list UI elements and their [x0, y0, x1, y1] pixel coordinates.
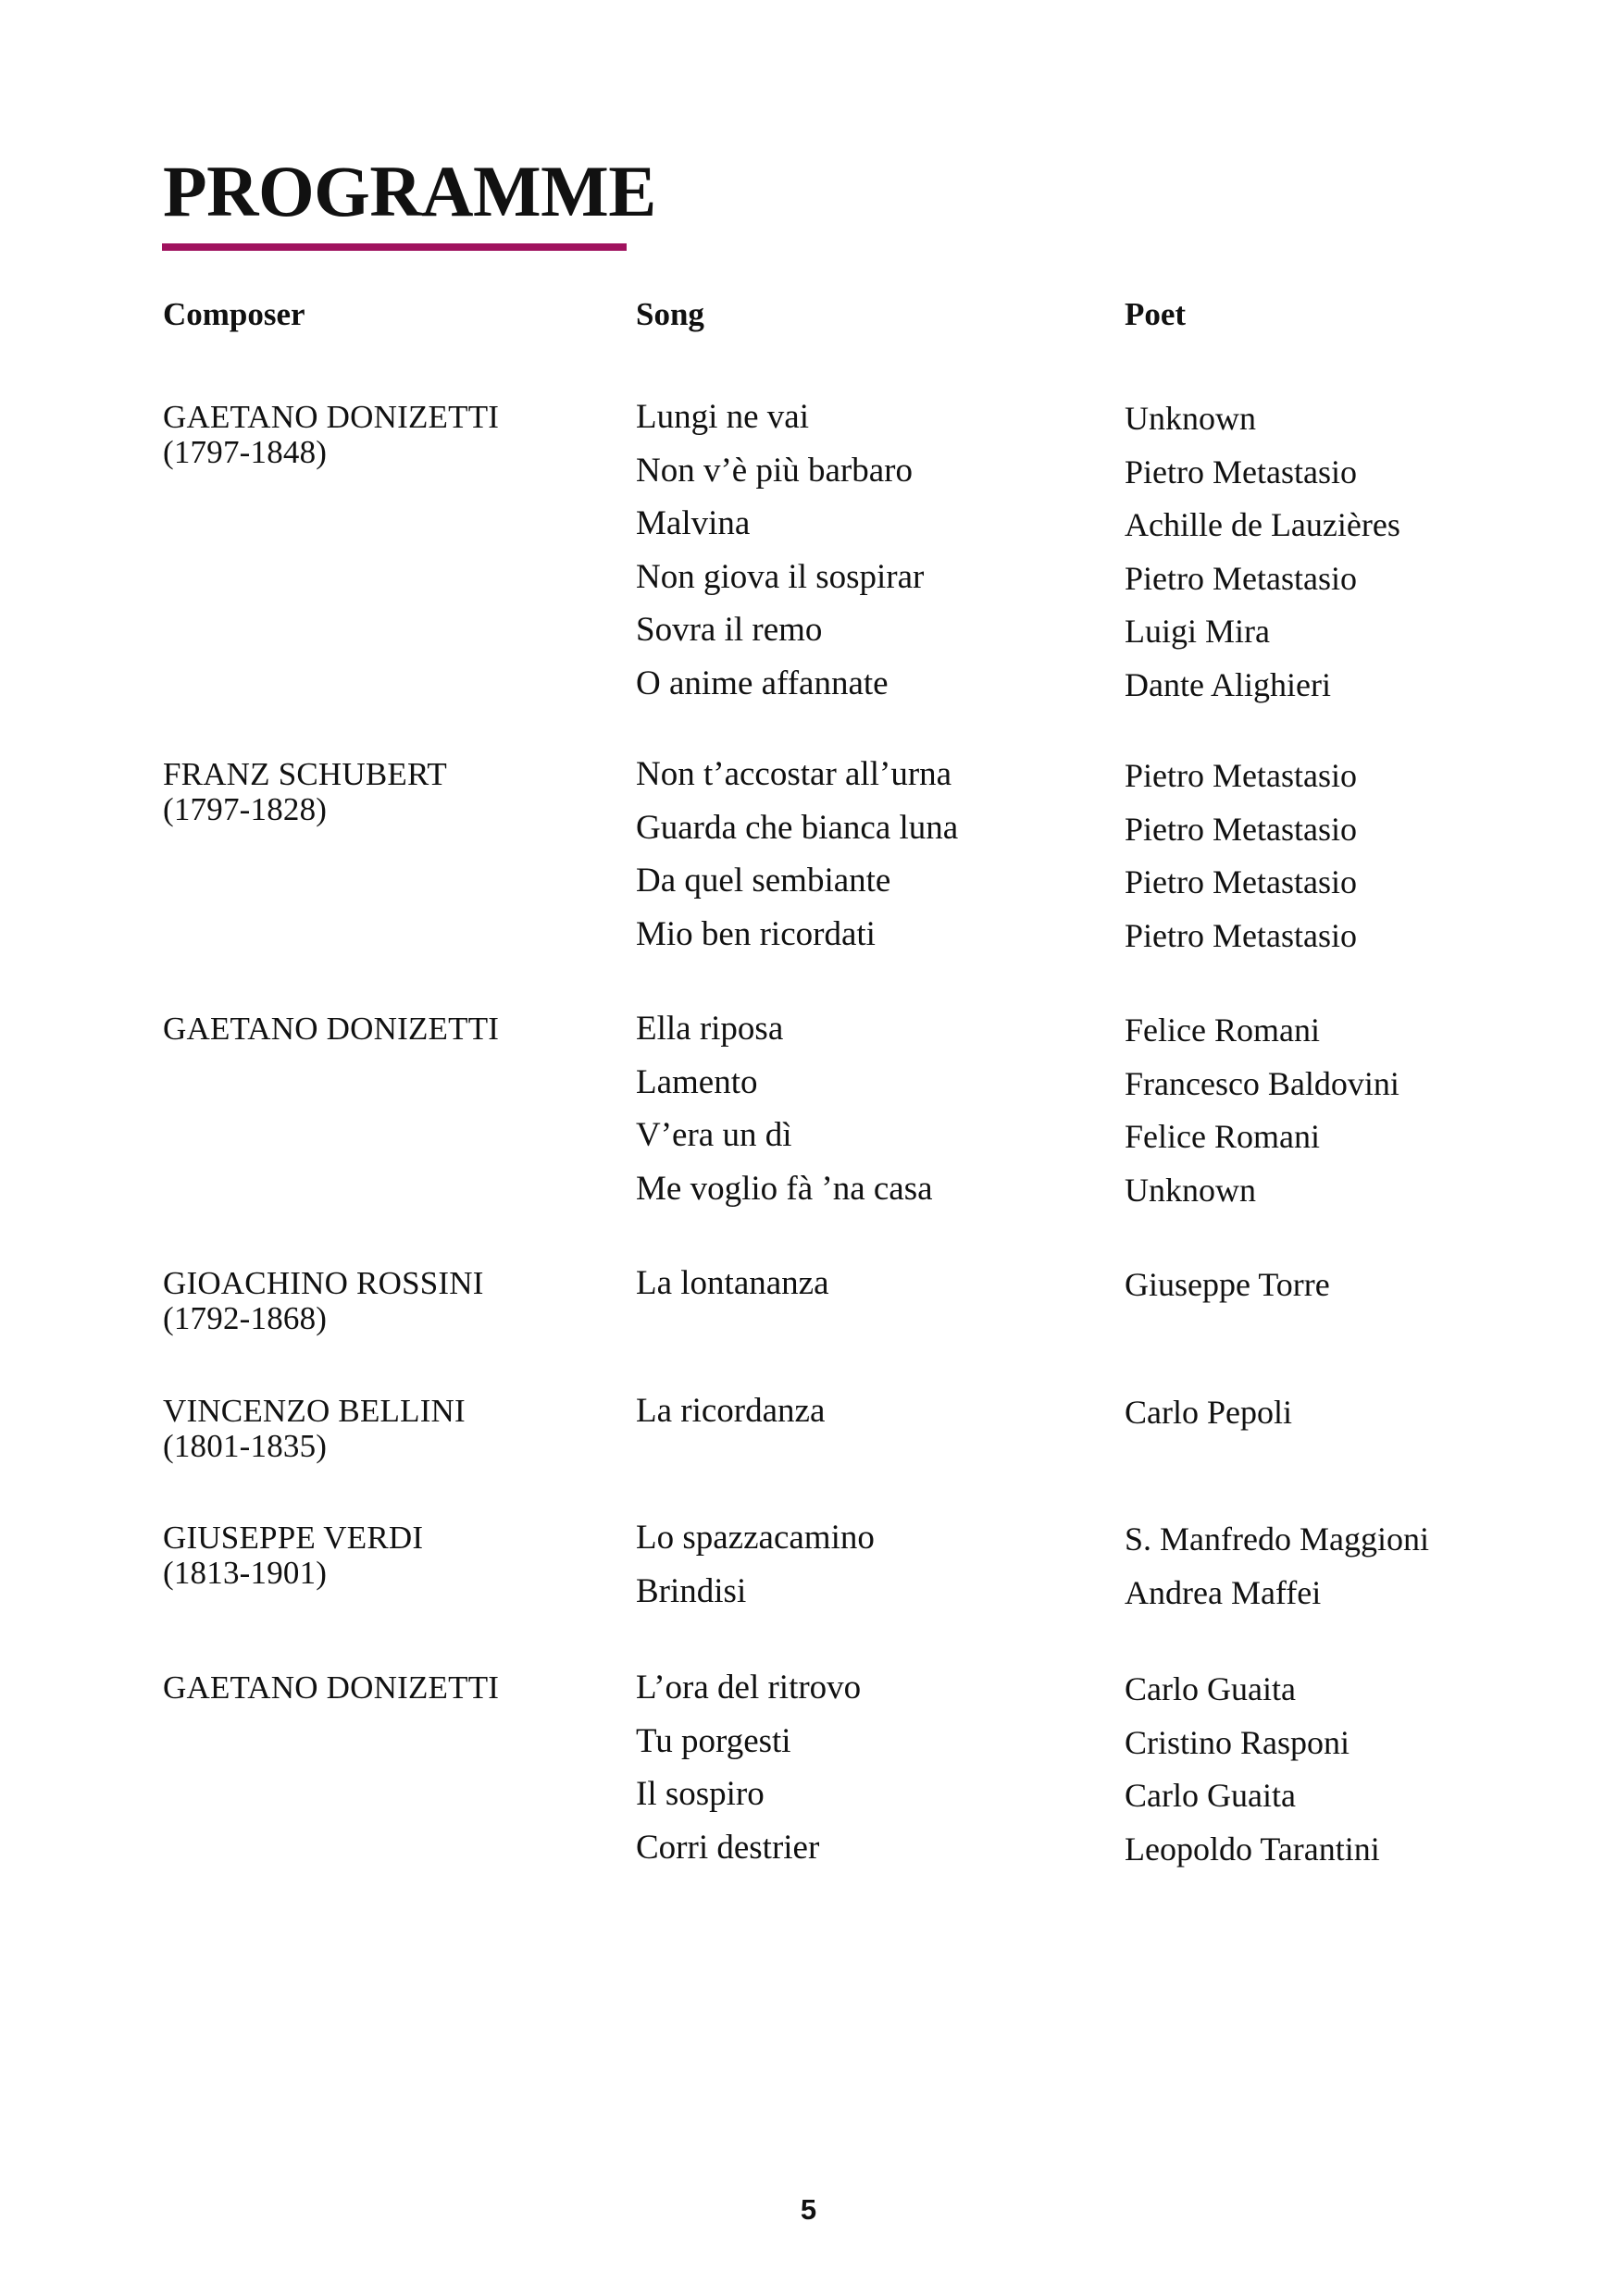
- composer-name: FRANZ SCHUBERT: [163, 756, 447, 792]
- composer-dates: (1792-1868): [163, 1300, 328, 1336]
- poet-name: Pietro Metastasio: [1125, 863, 1357, 900]
- song-list: [636, 748, 958, 961]
- song-title: Lo spazzacamino: [636, 1519, 875, 1557]
- song-title: Malvina: [636, 504, 751, 542]
- composer-name: GAETANO DONIZETTI: [163, 1011, 500, 1047]
- poet-name: Cristino Rasponi: [1125, 1723, 1350, 1761]
- poet-name: Carlo Guaita: [1125, 1670, 1296, 1707]
- poet-list: [1125, 750, 1357, 962]
- song-title: Mio ben ricordati: [636, 914, 876, 953]
- song-title: Ella riposa: [636, 1010, 784, 1048]
- poet-name: Pietro Metastasio: [1125, 810, 1357, 848]
- poet-list: [1125, 1663, 1380, 1876]
- poet-name: Giuseppe Torre: [1125, 1266, 1330, 1303]
- composer-cell: [163, 1520, 423, 1591]
- song-title: Lungi ne vai: [636, 398, 810, 436]
- song-title: Corri destrier: [636, 1828, 820, 1867]
- song-list: [636, 1002, 933, 1215]
- poet-name: Luigi Mira: [1125, 613, 1270, 650]
- composer-name: GAETANO DONIZETTI: [163, 399, 500, 435]
- poet-list: [1125, 1513, 1429, 1620]
- composer-cell: [163, 1394, 466, 1464]
- poet-name: Pietro Metastasio: [1125, 757, 1357, 794]
- song-title: Non t’accostar all’urna: [636, 755, 952, 793]
- composer-name: VINCENZO BELLINI: [163, 1393, 466, 1429]
- song-title: Il sospiro: [636, 1775, 765, 1813]
- composer-dates: (1801-1835): [163, 1428, 328, 1464]
- poet-name: Pietro Metastasio: [1125, 559, 1357, 597]
- title-underline: [162, 243, 627, 251]
- song-title: O anime affannate: [636, 664, 889, 702]
- page-title: PROGRAMME: [163, 151, 656, 231]
- song-title: L’ora del ritrovo: [636, 1669, 862, 1706]
- song-title: Guarda che bianca luna: [636, 808, 959, 847]
- poet-name: Dante Alighieri: [1125, 665, 1331, 703]
- song-title: Me voglio fà ’na casa: [636, 1169, 933, 1208]
- song-title: Brindisi: [636, 1571, 747, 1610]
- song-list: [636, 1384, 825, 1438]
- poet-name: Achille de Lauzières: [1125, 506, 1400, 543]
- composer-dates: (1797-1828): [163, 791, 328, 827]
- song-list: [636, 1511, 875, 1618]
- song-title: Non giova il sospirar: [636, 557, 925, 596]
- poet-list: [1125, 1259, 1330, 1312]
- song-title: Da quel sembiante: [636, 862, 891, 900]
- song-title: La ricordanza: [636, 1392, 826, 1430]
- poet-name: Leopoldo Tarantini: [1125, 1830, 1380, 1868]
- poet-list: [1125, 392, 1400, 712]
- composer-cell: [163, 1266, 484, 1336]
- song-title: Sovra il remo: [636, 611, 823, 649]
- song-title: La lontananza: [636, 1264, 829, 1302]
- composer-cell: [163, 1011, 499, 1047]
- composer-dates: (1797-1848): [163, 434, 328, 470]
- poet-column-header: Poet: [1125, 296, 1187, 332]
- poet-name: Pietro Metastasio: [1125, 453, 1357, 490]
- composer-column-header: Composer: [163, 296, 305, 332]
- poet-list: [1125, 1386, 1292, 1440]
- poet-list: [1125, 1004, 1399, 1217]
- song-list: [636, 1661, 861, 1874]
- composer-name: GIUSEPPE VERDI: [163, 1520, 424, 1556]
- composer-dates: (1813-1901): [163, 1555, 328, 1591]
- page-number: 5: [800, 2193, 817, 2226]
- composer-name: GAETANO DONIZETTI: [163, 1669, 500, 1706]
- song-list: [636, 391, 924, 710]
- composer-cell: [163, 757, 447, 827]
- poet-name: Felice Romani: [1125, 1011, 1320, 1049]
- poet-name: Unknown: [1125, 400, 1256, 437]
- song-title: Lamento: [636, 1062, 758, 1101]
- poet-name: Carlo Guaita: [1125, 1777, 1296, 1814]
- song-title: Non v’è più barbaro: [636, 451, 913, 490]
- poet-name: Pietro Metastasio: [1125, 916, 1357, 954]
- poet-name: Carlo Pepoli: [1125, 1394, 1292, 1431]
- song-title: V’era un dì: [636, 1116, 792, 1154]
- composer-cell: [163, 400, 499, 470]
- song-title: Tu porgesti: [636, 1721, 791, 1760]
- composer-cell: [163, 1670, 499, 1706]
- song-column-header: Song: [636, 296, 704, 332]
- song-list: [636, 1257, 829, 1310]
- poet-name: S. Manfredo Maggioni: [1125, 1520, 1429, 1558]
- poet-name: Francesco Baldovini: [1125, 1064, 1399, 1102]
- poet-name: Andrea Maffei: [1125, 1573, 1322, 1611]
- composer-name: GIOACHINO ROSSINI: [163, 1265, 484, 1301]
- poet-name: Unknown: [1125, 1171, 1256, 1209]
- poet-name: Felice Romani: [1125, 1118, 1320, 1155]
